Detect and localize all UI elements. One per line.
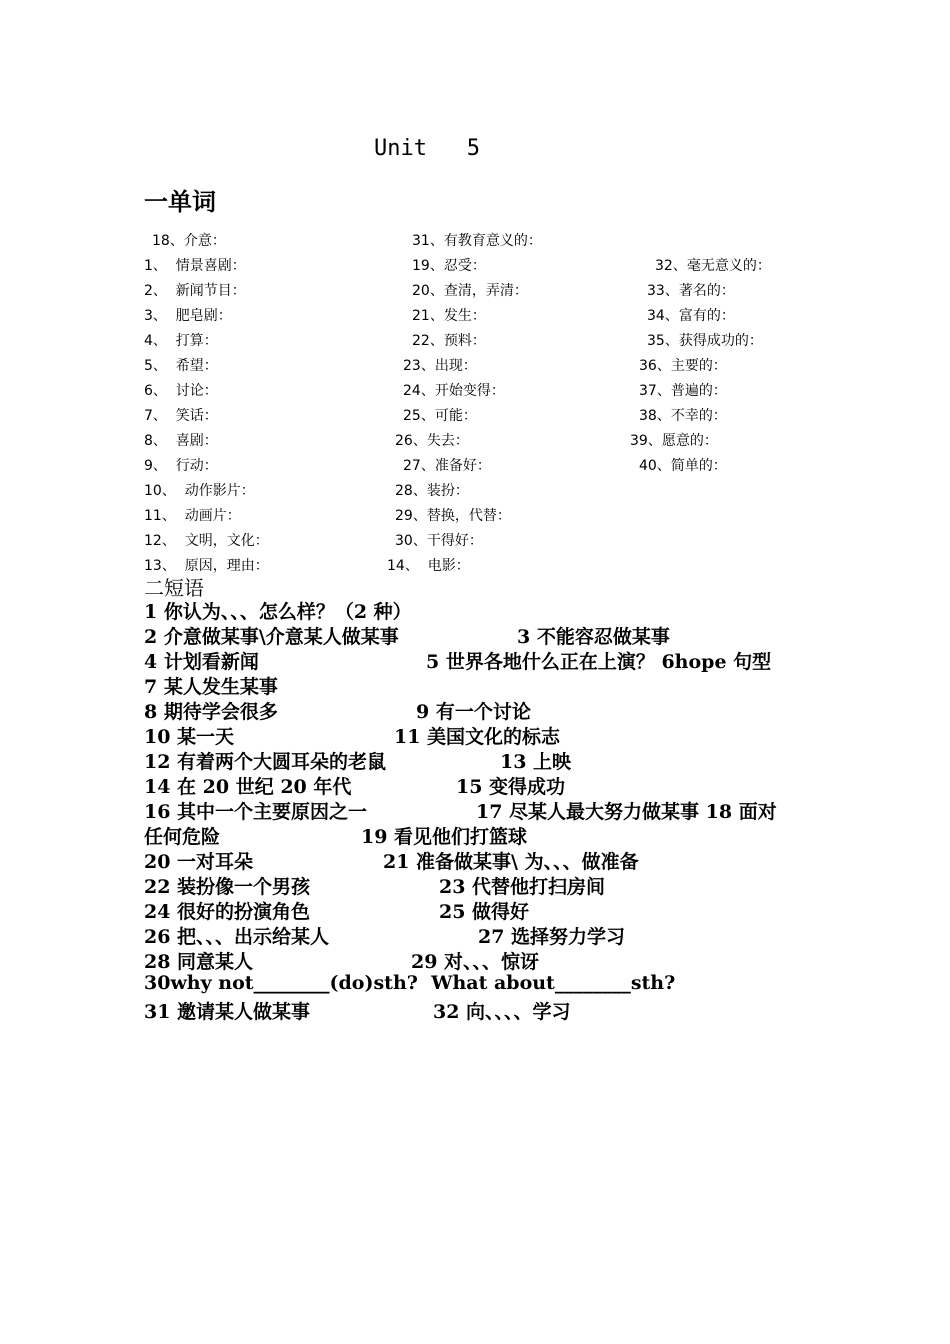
vocab-item: 26、失去： <box>395 433 469 449</box>
phrase-item: 21 准备做某事\ 为、、、做准备 <box>383 851 639 873</box>
vocab-item: 38、不幸的： <box>639 408 727 424</box>
vocab-item: 4、 打算： <box>144 333 218 349</box>
phrase-row <box>144 647 844 672</box>
phrase-item: 22 装扮像一个男孩 <box>144 876 311 898</box>
phrase-item: 23 代替他打扫房间 <box>439 876 606 898</box>
vocab-item: 19、忍受： <box>412 258 486 274</box>
vocab-item: 18、介意： <box>152 233 226 249</box>
phrase-item: 30why not________(do)sth? What about________sth? <box>144 972 676 994</box>
phrase-item: 15 变得成功 <box>456 776 566 798</box>
phrase-item: 19 看见他们打篮球 <box>361 826 528 848</box>
phrase-item: 28 同意某人 <box>144 951 254 973</box>
phrase-row <box>144 622 844 647</box>
phrases-heading: 二短语 <box>144 576 204 600</box>
phrase-item: 20 一对耳朵 <box>144 851 254 873</box>
phrase-row <box>144 897 844 922</box>
vocab-item: 12、 文明，文化： <box>144 533 269 549</box>
vocab-item: 34、富有的： <box>647 308 735 324</box>
phrase-item: 1 你认为、、、怎么样？（2 种） <box>144 601 412 623</box>
vocab-item: 29、替换，代替： <box>395 508 511 524</box>
vocab-row <box>0 451 950 476</box>
phrase-row <box>144 772 844 797</box>
vocab-item: 2、 新闻节目： <box>144 283 246 299</box>
vocab-item: 8、 喜剧： <box>144 433 218 449</box>
phrase-item: 26 把、、、出示给某人 <box>144 926 330 948</box>
vocab-row <box>0 376 950 401</box>
vocab-item: 23、出现： <box>403 358 477 374</box>
phrase-row <box>144 697 844 722</box>
vocab-item: 27、准备好： <box>403 458 491 474</box>
vocab-item: 33、著名的： <box>647 283 735 299</box>
vocab-item: 20、查清，弄清： <box>412 283 528 299</box>
phrase-row <box>144 822 844 847</box>
phrase-item: 31 邀请某人做某事 <box>144 1001 311 1023</box>
phrase-row <box>144 747 844 772</box>
phrase-row <box>144 597 844 622</box>
vocab-item: 31、有教育意义的： <box>412 233 542 249</box>
vocab-item: 32、毫无意义的： <box>655 258 771 274</box>
phrase-item: 14 在 20 世纪 20 年代 <box>144 776 352 798</box>
vocab-item: 9、 行动： <box>144 458 218 474</box>
vocab-row <box>0 401 950 426</box>
vocab-item: 1、 情景喜剧： <box>144 258 246 274</box>
vocab-item: 24、开始变得： <box>403 383 505 399</box>
vocab-row <box>0 251 950 276</box>
vocab-item: 39、愿意的： <box>630 433 718 449</box>
phrase-item: 4 计划看新闻 <box>144 651 259 673</box>
vocab-item: 30、干得好： <box>395 533 483 549</box>
vocab-item: 11、 动画片： <box>144 508 241 524</box>
phrase-item: 2 介意做某事\介意某人做某事 <box>144 626 399 648</box>
phrase-item: 5 世界各地什么正在上演？ 6hope 句型 <box>426 651 772 673</box>
vocab-row <box>0 301 950 326</box>
vocab-row <box>0 351 950 376</box>
phrase-row <box>144 797 844 822</box>
phrase-item: 任何危险 <box>144 826 221 848</box>
phrase-item: 24 很好的扮演角色 <box>144 901 311 923</box>
vocab-item: 13、 原因，理由： <box>144 558 269 574</box>
phrase-row <box>144 922 844 947</box>
phrase-item: 12 有着两个大圆耳朵的老鼠 <box>144 751 387 773</box>
vocab-row <box>0 426 950 451</box>
vocab-row <box>0 326 950 351</box>
vocab-item: 14、 电影： <box>387 558 470 574</box>
vocab-item: 37、普遍的： <box>639 383 727 399</box>
vocab-item: 25、可能： <box>403 408 477 424</box>
phrase-row <box>144 972 844 997</box>
vocab-item: 7、 笑话： <box>144 408 218 424</box>
vocab-item: 35、获得成功的： <box>647 333 763 349</box>
phrase-row <box>144 847 844 872</box>
vocab-row <box>0 276 950 301</box>
phrase-item: 25 做得好 <box>439 901 530 923</box>
phrase-row <box>144 947 844 972</box>
phrase-row <box>144 722 844 747</box>
vocab-item: 28、装扮： <box>395 483 469 499</box>
vocab-row <box>0 226 950 251</box>
phrase-row <box>144 672 844 697</box>
phrase-item: 10 某一天 <box>144 726 235 748</box>
phrase-item: 9 有一个讨论 <box>416 701 531 723</box>
vocabulary-heading: 一单词 <box>144 188 216 216</box>
vocab-row <box>0 526 950 551</box>
phrase-item: 7 某人发生某事 <box>144 676 278 698</box>
phrase-row <box>144 872 844 897</box>
phrase-item: 13 上映 <box>500 751 572 773</box>
phrase-item: 16 其中一个主要原因之一 <box>144 801 368 823</box>
phrase-item: 29 对、、、惊讶 <box>411 951 540 973</box>
vocab-item: 6、 讨论： <box>144 383 218 399</box>
vocab-row <box>0 551 950 576</box>
vocab-item: 40、简单的： <box>639 458 727 474</box>
vocab-item: 36、主要的： <box>639 358 727 374</box>
vocab-item: 3、 肥皂剧： <box>144 308 232 324</box>
vocab-item: 22、预料： <box>412 333 486 349</box>
vocab-item: 21、发生： <box>412 308 486 324</box>
vocab-item: 5、 希望： <box>144 358 218 374</box>
vocab-row <box>0 476 950 501</box>
vocab-row <box>0 501 950 526</box>
phrase-item: 27 选择努力学习 <box>478 926 626 948</box>
phrase-item: 11 美国文化的标志 <box>394 726 561 748</box>
phrase-item: 32 向、、、、学习 <box>433 1001 571 1023</box>
phrase-item: 17 尽某人最大努力做某事 18 面对 <box>476 801 777 823</box>
phrase-item: 8 期待学会很多 <box>144 701 278 723</box>
phrase-item: 3 不能容忍做某事 <box>517 626 670 648</box>
phrase-row <box>144 997 844 1022</box>
document-title: Unit 5 <box>374 136 480 161</box>
vocab-item: 10、 动作影片： <box>144 483 255 499</box>
